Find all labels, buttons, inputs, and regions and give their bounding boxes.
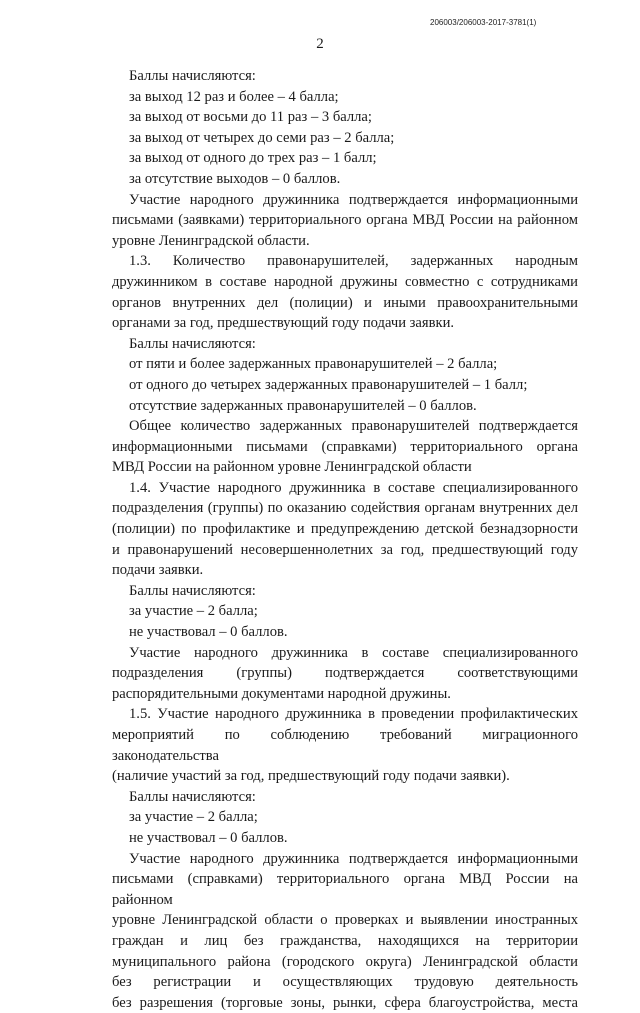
document-registration-code: 206003/206003-2017-3781(1) (430, 18, 537, 27)
text-line: за участие – 2 балла; (129, 809, 258, 826)
text-line: за выход от восьми до 11 раз – 3 балла; (129, 109, 372, 126)
text-line: (наличие участий за год, предшествующий году подачи заявки). (112, 768, 510, 785)
text-line: за выход 12 раз и более – 4 балла; (129, 88, 339, 105)
text-line: письмами (справками) территориального органа МВД России на районном (112, 871, 578, 908)
text-line: органов внутренних дел (полиции) и иными правоохранительными (112, 294, 578, 311)
page-number: 2 (316, 36, 324, 52)
text-line: распорядительными документами народной дружины. (112, 685, 451, 702)
text-line: Баллы начисляются: (129, 788, 256, 805)
text-line: Баллы начисляются: (129, 335, 256, 352)
text-line: письмами (заявками) территориального органа МВД России на районном (112, 212, 578, 229)
text-line: граждан и лиц без гражданства, находящихся на территории (112, 932, 578, 949)
text-line: органами за год, предшествующий году подачи заявки. (112, 315, 455, 332)
text-line: 1.5. Участие народного дружинника в проведении профилактических (129, 706, 578, 723)
text-line: уровне Ленинградской области. (112, 232, 310, 249)
text-line: муниципального района (городского округа) Ленинградской области (112, 953, 578, 970)
text-line: 1.3. Количество правонарушителей, задержанных народным (129, 253, 578, 270)
text-line: от одного до четырех задержанных правонарушителей – 1 балл; (129, 376, 528, 393)
text-line: 1.4. Участие народного дружинника в составе специализированного (129, 479, 578, 496)
text-line: от пяти и более задержанных правонарушителей – 2 балла; (129, 356, 498, 373)
text-line: и правонарушений несовершеннолетних за год, предшествующий году (112, 541, 578, 558)
text-line: подразделения (группы) по оказанию содействия органам внутренних дел (112, 500, 578, 517)
text-line: Участие народного дружинника подтверждается информационными (129, 191, 578, 208)
text-line: за отсутствие выходов – 0 баллов. (129, 170, 341, 187)
text-line: (полиции) по профилактике и предупреждению детской безнадзорности (112, 521, 578, 538)
document-body (112, 66, 578, 1013)
text-line: не участвовал – 0 баллов. (129, 624, 288, 641)
text-line: уровне Ленинградской области о проверках и выявлении иностранных (112, 912, 578, 929)
text-line: Баллы начисляются: (129, 68, 256, 84)
text-line: отсутствие задержанных правонарушителей – 0 баллов. (129, 397, 477, 414)
text-line: мероприятий по соблюдению требований миграционного законодательства (112, 727, 578, 764)
text-line: информационными письмами (справками) территориального органа (112, 438, 578, 455)
text-line: за выход от одного до трех раз – 1 балл; (129, 150, 377, 167)
text-line: дружинником в составе народной дружины совместно с сотрудниками (112, 273, 578, 290)
text-line: за выход от четырех до семи раз – 2 балла; (129, 129, 395, 146)
text-line: за участие – 2 балла; (129, 603, 258, 620)
text-line: подразделения (группы) подтверждается соответствующими (112, 665, 578, 682)
text-line: без разрешения (торговые зоны, рынки, сфера благоустройства, места (112, 994, 578, 1011)
text-line: подачи заявки. (112, 562, 204, 579)
text-line: МВД России на районном уровне Ленинградской области (112, 459, 472, 476)
text-line: Баллы начисляются: (129, 582, 256, 599)
text-line: Общее количество задержанных правонарушителей подтверждается (129, 418, 578, 435)
text-line: Участие народного дружинника в составе специализированного (129, 644, 578, 661)
text-line: Участие народного дружинника подтверждается информационными (129, 850, 578, 867)
text-line: без регистрации и осуществляющих трудовую деятельность (112, 974, 578, 991)
text-line: не участвовал – 0 баллов. (129, 829, 288, 846)
